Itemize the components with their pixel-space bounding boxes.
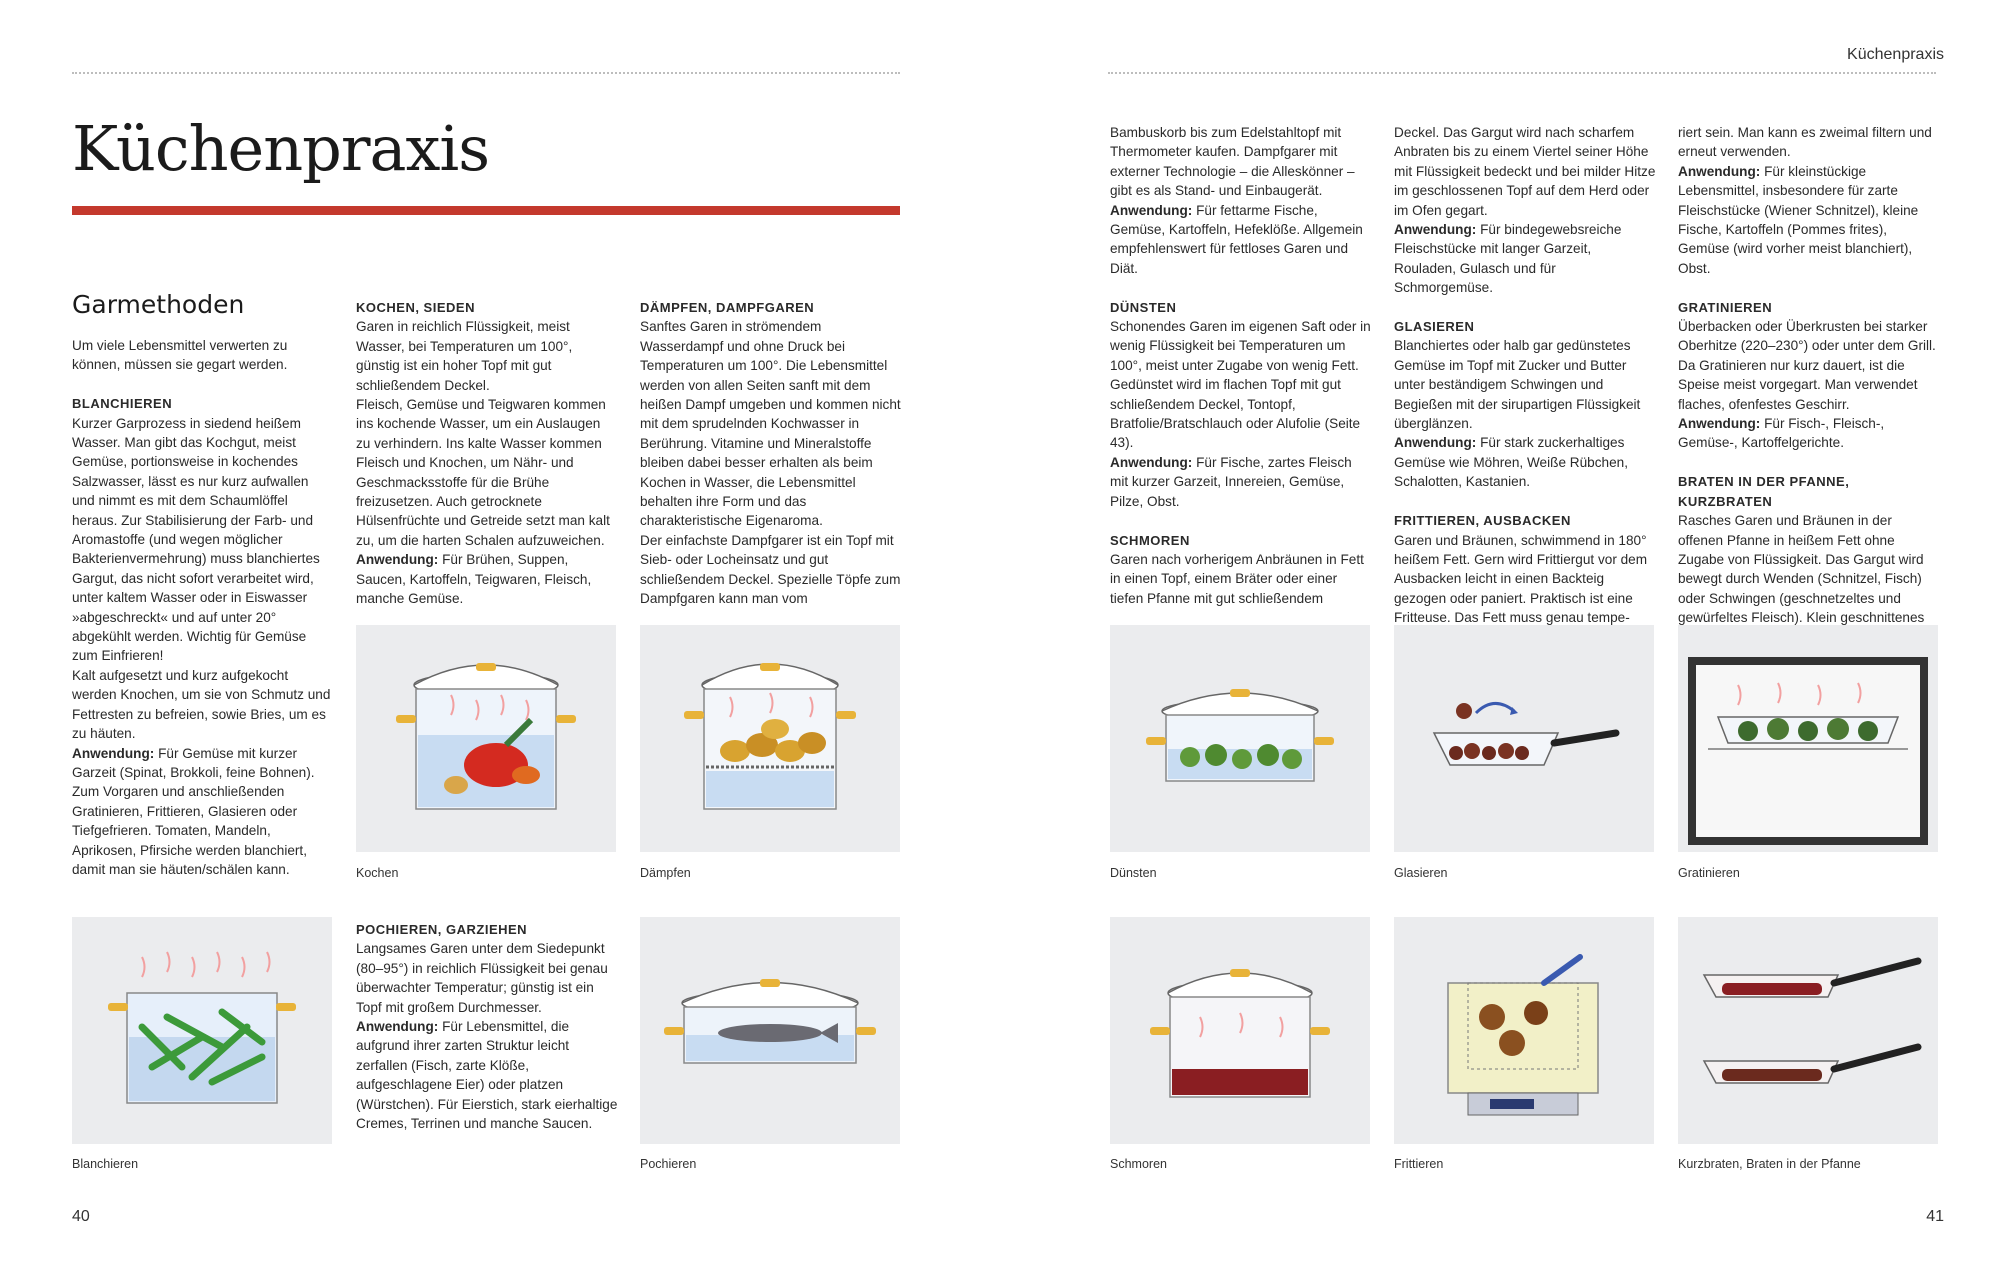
- page-number-left: 40: [72, 1208, 90, 1225]
- heading-daempfen: DÄMPFEN, DAMPFGAREN: [640, 300, 815, 315]
- top-rule-left: [72, 72, 900, 74]
- illustration-kochen: [356, 625, 616, 852]
- caption-frittieren: Frittieren: [1394, 1157, 1444, 1171]
- text-schmoren: Garen nach vorherigem Anbräunen in Fett in einen Topf, einem Bräter oder einer tiefen Pfanne mit gut schließendem: [1110, 551, 1364, 606]
- text-daempfen: Sanftes Garen in strömendem Wasserdampf und ohne Druck bei Temperaturen um 100°. Die Lebensmittel werden von allen Seiten sanft mit dem heißen Dampf umgeben und kommen nicht mit dem sprudelnden Kochwasser in Berührung. Vitamine und Mineralstoffe bleiben dabei besser erhalten als beim Kochen in Wasser, die Lebensmittel behalten ihre Form und das charakteristische Eigenaroma.: [640, 319, 901, 529]
- heading-frittieren: FRITTIEREN, AUSBACKEN: [1394, 513, 1571, 529]
- use-gratinieren: Anwendung: Für Fisch-, Fleisch-, Gemüse-, Kartoffelgerichte.: [1678, 416, 1885, 451]
- column-right-3: [1678, 123, 1940, 628]
- column-right-1: [1110, 123, 1372, 608]
- text-blanchieren-2: Kalt aufgesetzt und kurz aufgekocht werden Knochen, um sie von Schmutz und Fettresten zu befreien, sowie Bries, um es zu häuten.: [72, 667, 331, 742]
- text-glasieren: Blanchiertes oder halb gar gedünstetes Gemüse im Topf mit Zucker und Butter unter beständigem Schwingen und Begießen mit der sirupartigen Flüssigkeit überglänzen.: [1394, 338, 1641, 432]
- text-r1: Bambuskorb bis zum Edelstahltopf mit Thermometer kaufen. Dampfgarer mit externer Technologie – die Alleskönner – gibt es als Stand- und Einbaugerät.: [1110, 125, 1355, 199]
- caption-schmoren: Schmoren: [1110, 1157, 1167, 1171]
- steamer-pot-potatoes-icon: [640, 625, 900, 852]
- text-blanchieren: Kurzer Garprozess in siedend heißem Wasser. Man gibt das Kochgut, meist Gemüse, portionsweise in kochendes Salzwasser, lässt es nur kurz aufwallen und nimmt es mit dem Schaumlöffel heraus. Zur Stabilisierung der Farb- und Aromastoffe (und wegen möglicher Bakterienvermehrung) muss blanchiertes Gargut, das nicht sofort verarbeitet wird, unter kaltem Wasser oder in Eiswasser »abgeschreckt« und auf unter 20° abgekühlt werden. Wichtig für Gemüse zum Einfrieren!: [72, 415, 320, 664]
- oven-gratin-dish-icon: [1678, 625, 1938, 852]
- use-glasieren: Anwendung: Für stark zuckerhaltiges Gemüse wie Möhren, Weiße Rübchen, Schalotten, Kastanien.: [1394, 435, 1628, 490]
- deep-fryer-icon: [1394, 917, 1654, 1144]
- illustration-gratinieren: [1678, 625, 1938, 852]
- text-kochen-2: Fleisch, Gemüse und Teigwaren kommen ins kochende Wasser, um ein Auslaugen zu verhindern. Ins kalte Wasser kommen Fleisch und Knochen, um Nähr- und Geschmacksstoffe für die Brühe freizusetzen. Auch getrocknete Hülsenfrüchte und Getreide setzt man kalt zu, um die harten Schalen aufzuweichen.: [356, 397, 610, 548]
- illustration-kurzbraten: [1678, 917, 1938, 1144]
- use-kochen: Anwendung: Für Brühen, Suppen, Saucen, Kartoffeln, Teigwaren, Fleisch, manche Gemüse.: [356, 552, 592, 607]
- text-pochieren: Langsames Garen unter dem Siedepunkt (80–95°) in reichlich Flüssigkeit bei genau überwachter Temperatur; günstig ist ein Topf mit großem Durchmesser.: [356, 941, 608, 1015]
- frying-pans-icon: [1678, 917, 1938, 1144]
- intro-text: Um viele Lebensmittel verwerten zu können, müssen sie gegart werden.: [72, 338, 288, 373]
- caption-duensten: Dünsten: [1110, 866, 1157, 880]
- page-title: Küchenpraxis: [72, 112, 490, 185]
- running-head: Küchenpraxis: [1847, 46, 1944, 63]
- text-daempfen-2: Der einfachste Dampfgarer ist ein Topf mit Sieb- oder Locheinsatz und gut schließendem Deckel. Spezielle Töpfe zum Dampfgaren kann man vom: [640, 532, 901, 607]
- caption-glasieren: Glasieren: [1394, 866, 1448, 880]
- shallow-pot-brussels-sprouts-icon: [1110, 625, 1370, 852]
- column-blanchieren: [72, 336, 334, 879]
- text-frittieren: Garen und Bräunen, schwimmend in 180° heißem Fett. Gern wird Frittiergut vor dem Ausbacken leicht in einen Backteig gezogen oder paniert. Praktisch ist eine Fritteuse. Das Fett muss genau tempe-: [1394, 532, 1648, 626]
- illustration-blanchieren: [72, 917, 332, 1144]
- column-kochen: [356, 298, 618, 609]
- use-r1: Anwendung: Für fettarme Fische, Gemüse, Kartoffeln, Hefeklöße. Allgemein empfehlenswert für fettloses Garen und Diät.: [1110, 202, 1363, 276]
- text-duensten: Schonendes Garen im eigenen Saft oder in wenig Flüssigkeit bei Temperaturen um 100°, meist unter Zugabe von wenig Fett. Gedünstet wird im flachen Topf mit gut schließendem Deckel, Tontopf, Bratfolie/Bratschlauch oder Alufolie (Seite 43).: [1110, 319, 1371, 451]
- illustration-daempfen: [640, 625, 900, 852]
- section-title: Garmethoden: [72, 290, 245, 319]
- use-duensten: Anwendung: Für Fische, zartes Fleisch mit kurzer Garzeit, Innereien, Gemüse, Pilze, Obst.: [1110, 454, 1352, 509]
- text-r3: riert sein. Man kann es zweimal filtern und erneut verwenden.: [1678, 125, 1932, 160]
- heading-braten: BRATEN IN DER PFANNE, KURZBRATEN: [1678, 474, 1850, 509]
- illustration-pochieren: [640, 917, 900, 1144]
- use-pochieren: Anwendung: Für Lebensmittel, die aufgrund ihrer zarten Struktur leicht zerfallen (Fisch, zarte Klöße, aufgeschlagene Eier) oder platzen (Würstchen). Für Eierstich, stark eierhaltige Cremes, Terrinen und manche Saucen.: [356, 1019, 618, 1132]
- pot-green-beans-icon: [72, 917, 332, 1144]
- caption-kurzbraten: Kurzbraten, Braten in der Pfanne: [1678, 1157, 1861, 1171]
- caption-daempfen: Dämpfen: [640, 866, 691, 880]
- illustration-frittieren: [1394, 917, 1654, 1144]
- column-right-2: [1394, 123, 1656, 628]
- caption-blanchieren: Blanchieren: [72, 1157, 139, 1171]
- heading-glasieren: GLASIEREN: [1394, 319, 1475, 335]
- heading-gratinieren: GRATINIEREN: [1678, 299, 1773, 315]
- braising-pot-icon: [1110, 917, 1370, 1144]
- pot-boiling-vegetables-icon: [356, 625, 616, 852]
- illustration-schmoren: [1110, 917, 1370, 1144]
- column-pochieren: [356, 920, 618, 1133]
- caption-kochen: Kochen: [356, 866, 399, 880]
- heading-kochen: KOCHEN, SIEDEN: [356, 300, 475, 315]
- text-braten: Rasches Garen und Bräunen in der offenen Pfanne in heißem Fett ohne Zugabe von Flüssigkeit. Das Gargut wird bewegt durch Wenden (Schnitzel, Fisch) oder Schwingen (geschnetzeltes und gewürfeltes Fleisch). Klein geschnittenes: [1678, 513, 1925, 626]
- heading-blanchieren: BLANCHIEREN: [72, 396, 173, 412]
- text-kochen: Garen in reichlich Flüssigkeit, meist Wasser, bei Temperaturen um 100°, günstig ist ein hoher Topf mit gut schließendem Deckel.: [356, 319, 573, 393]
- caption-gratinieren: Gratinieren: [1678, 866, 1740, 880]
- use-r2: Anwendung: Für bindegewebsreiche Fleischstücke mit langer Garzeit, Rouladen, Gulasch und für Schmorgemüse.: [1394, 222, 1622, 296]
- text-r2: Deckel. Das Gargut wird nach scharfem Anbraten bis zu einem Viertel seiner Höhe mit Flüssigkeit bedeckt und bei milder Hitze im geschlossenen Topf auf dem Herd oder im Ofen gegart.: [1394, 125, 1656, 218]
- use-blanchieren: Anwendung: Für Gemüse mit kurzer Garzeit (Spinat, Brokkoli, feine Bohnen). Zum Vorgaren und anschließenden Gratinieren, Frittieren, Glasieren oder Tiefgefrieren. Tomaten, Mandeln, Aprikosen, Pfirsiche werden blanchiert, damit man sie häuten/schälen kann.: [72, 745, 315, 877]
- heading-schmoren: SCHMOREN: [1110, 532, 1190, 548]
- use-r3: Anwendung: Für kleinstückige Lebensmittel, insbesondere für zarte Fleischstücke (Wiener Schnitzel), kleine Fische, Kartoffeln (Pommes frites), Gemüse (wird vorher meist blanchiert), Obst.: [1678, 163, 1919, 276]
- fish-poacher-icon: [640, 917, 900, 1144]
- heading-pochieren: POCHIEREN, GARZIEHEN: [356, 922, 528, 937]
- pan-glazed-chestnuts-icon: [1394, 625, 1654, 852]
- caption-pochieren: Pochieren: [640, 1157, 697, 1171]
- column-daempfen: [640, 298, 902, 609]
- page-number-right: 41: [1926, 1208, 1944, 1225]
- illustration-duensten: [1110, 625, 1370, 852]
- top-rule-right: [1108, 72, 1936, 74]
- text-gratinieren: Überbacken oder Überkrusten bei starker Oberhitze (220–230°) oder unter dem Grill. Da Gratinieren nur kurz dauert, ist die Speise meist vorgegart. Man verwendet flaches, ofenfestes Geschirr.: [1678, 319, 1936, 412]
- heading-duensten: DÜNSTEN: [1110, 299, 1177, 315]
- illustration-glasieren: [1394, 625, 1654, 852]
- title-underline: [72, 206, 900, 215]
